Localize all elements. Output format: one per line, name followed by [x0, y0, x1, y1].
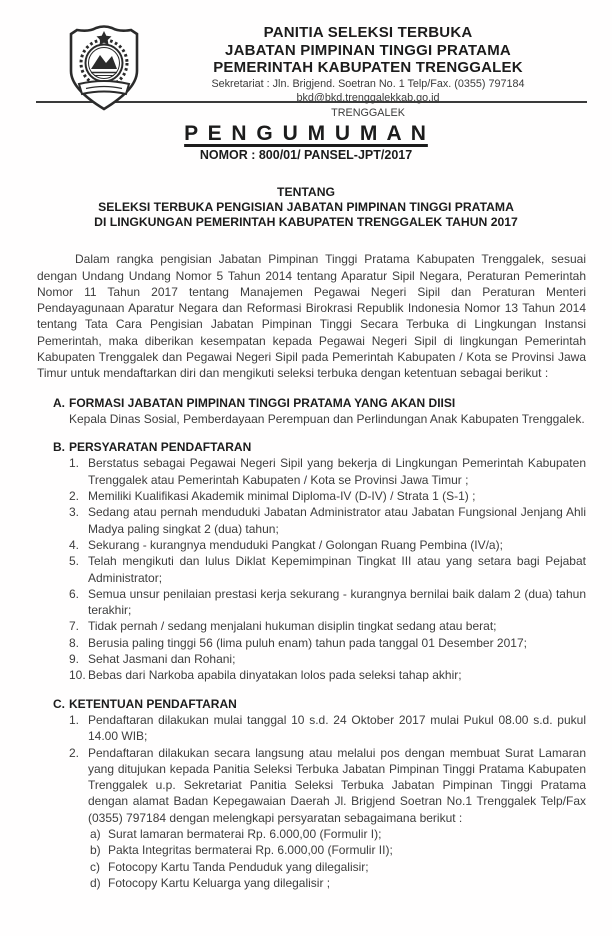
section-c-marker: C. [53, 696, 65, 711]
list-item-text: Pendaftaran dilakukan secara langsung atau melalui pos dengan membuat Surat Lamaran yang ditujukan kepada Panitia Seleksi Terbuka Jabatan Pimpinan Tinggi Pratama Kabupaten Trenggalek u.p. Sekretariat Panitia Seleksi Terbuka Jabatan Pimpinan Tinggi Pratama dengan alamat Badan Kepegawaian Daerah Jl. Brigjend Soetran No.1 Trenggalek Telp/Fax (0355) 797184 dengan melengkapi persyaratan sebagaimana berikut : [88, 745, 586, 825]
section-a [53, 395, 586, 428]
list-item [69, 618, 586, 634]
sublist-item-text: Pakta Integritas bermaterai Rp. 6.000,00 (Formulir II); [108, 843, 393, 858]
sublist-item-text: Fotocopy Kartu Tanda Penduduk yang dilegalisir; [108, 859, 369, 874]
sublist-item-letter: a) [90, 827, 101, 841]
list-item [69, 712, 586, 745]
list-item-text: Pendaftaran dilakukan mulai tanggal 10 s.d. 24 Oktober 2017 mulai Pukul 08.00 s.d. pukul 14.00 WIB; [88, 712, 586, 744]
list-item [69, 745, 586, 892]
section-b-list [69, 455, 586, 683]
subject-line2: DI LINGKUNGAN PEMERINTAH KABUPATEN TRENGGALEK TAHUN 2017 [94, 215, 518, 229]
sublist-item [90, 875, 586, 891]
list-item-text: Semua unsur penilaian prestasi kerja sekurang - kurangnya bernilai baik dalam 2 (dua) tahun terakhir; [88, 586, 586, 618]
sublist-item-text: Fotocopy Kartu Keluarga yang dilegalisir ; [108, 875, 331, 890]
list-item-text: Sekurang - kurangnya menduduki Pangkat / Golongan Ruang Pembina (IV/a); [88, 537, 503, 552]
sublist-item-letter: b) [90, 843, 101, 858]
list-item-text: Sedang atau pernah menduduki Jabatan Administrator atau Jabatan Fungsional Jenjang Ahli Madya paling singkat 2 (dua) tahun; [88, 505, 586, 536]
section-b [53, 439, 586, 683]
org-name-line3: PEMERINTAH KABUPATEN TRENGGALEK [213, 59, 523, 76]
list-item-number: 1. [69, 712, 80, 727]
list-item [69, 537, 586, 553]
list-item-number: 8. [69, 635, 80, 650]
list-item-text: Berstatus sebagai Pegawai Negeri Sipil yang bekerja di Lingkungan Pemerintah Kabupaten Trenggalek atau Pemerintah Kabupaten / Kota se Provinsi Jawa Timur ; [88, 456, 586, 487]
list-item [69, 667, 586, 683]
subject-label: TENTANG [277, 184, 335, 199]
list-item-text: Telah mengikuti dan lulus Diklat Kepemimpinan Tingkat III atau yang setara bagi Pejabat Administrator; [88, 554, 586, 585]
secretariat-address: Sekretariat : Jln. Brigjend. Soetran No. 1 Telp/Fax. (0355) 797184 [211, 77, 525, 90]
requirements-sublist [90, 826, 586, 891]
list-item-text: Berusia paling tinggi 56 (lima puluh enam) tahun pada tanggal 01 Desember 2017; [88, 635, 527, 650]
list-item-number: 6. [69, 586, 80, 601]
list-item [69, 504, 586, 537]
trenggalek-coat-of-arms-icon [61, 23, 147, 113]
sublist-item [90, 826, 586, 842]
list-item-number: 5. [69, 554, 80, 569]
list-item-number: 10. [69, 668, 86, 683]
list-item-number: 7. [69, 619, 80, 634]
list-item-text: Bebas dari Narkoba apabila dinyatakan lolos pada seleksi tahap akhir; [88, 668, 462, 683]
list-item-number: 9. [69, 652, 80, 667]
sublist-item-text: Surat lamaran bermaterai Rp. 6.000,00 (Formulir I); [108, 827, 382, 841]
section-c-list [69, 712, 586, 891]
document-number: NOMOR : 800/01/ PANSEL-JPT/2017 [199, 148, 413, 163]
letterhead-text [150, 24, 586, 120]
list-item-text: Tidak pernah / sedang menjalani hukuman disiplin tingkat sedang atau berat; [88, 619, 497, 634]
subject-block [0, 185, 612, 231]
list-item [69, 651, 586, 667]
list-item-text: Memiliki Kualifikasi Akademik minimal Diploma-IV (D-IV) / Strata 1 (S-1) ; [88, 489, 476, 504]
city-name: TRENGGALEK [331, 106, 405, 119]
list-item [69, 635, 586, 651]
letterhead [0, 0, 612, 119]
list-item [69, 455, 586, 488]
section-b-marker: B. [53, 440, 65, 455]
list-item [69, 553, 586, 586]
list-item [69, 488, 586, 504]
section-a-marker: A. [53, 395, 65, 410]
list-item-text: Sehat Jasmani dan Rohani; [88, 652, 236, 667]
list-item-number: 1. [69, 456, 80, 471]
section-b-heading: PERSYARATAN PENDAFTARAN [69, 440, 252, 455]
document-title: P E N G U M U M A N [184, 122, 428, 145]
list-item [69, 586, 586, 619]
subject-line1: SELEKSI TERBUKA PENGISIAN JABATAN PIMPINAN TINGGI PRATAMA [98, 199, 514, 214]
section-a-heading: FORMASI JABATAN PIMPINAN TINGGI PRATAMA YANG AKAN DIISI [69, 395, 456, 410]
section-c [53, 696, 586, 892]
sublist-item [90, 859, 586, 875]
email-address: bkd@bkd.trenggalekkab.go.id [296, 92, 440, 104]
intro-paragraph: Dalam rangka pengisian Jabatan Pimpinan Tinggi Pratama Kabupaten Trenggalek, sesuai dengan Undang Undang Nomor 5 Tahun 2014 tentang Aparatur Sipil Negara, Peraturan Pemerintah Nomor 11 Tahun 2017 tentang Manajemen Pegawai Negeri Sipil dan Peraturan Menteri Pendayagunaan Aparatur Negara dan Reformasi Birokrasi Republik Indonesia Nomor 13 Tahun 2014 tentang Tata Cara Pengisian Jabatan Pimpinan Tinggi Secara Terbuka di Lingkungan Instansi Pemerintah, maka diberikan kesempatan kepada Pegawai Negeri Sipil di lingkungan Pemerintah Kabupaten Trenggalek dan Pegawai Negeri Sipil pada Pemerintah Kabupaten / Kota se Provinsi Jawa Timur untuk mendaftarkan diri dan mengikuti seleksi terbuka dengan ketentuan sebagai berikut : [37, 252, 586, 381]
sublist-item [90, 842, 586, 858]
list-item-number: 3. [69, 505, 80, 520]
document-body [37, 251, 586, 891]
sublist-item-letter: d) [90, 875, 101, 890]
list-item-number: 4. [69, 537, 80, 552]
list-item-number: 2. [69, 745, 80, 760]
sublist-item-letter: c) [90, 859, 100, 874]
section-c-heading: KETENTUAN PENDAFTARAN [69, 696, 237, 711]
org-name-line2: JABATAN PIMPINAN TINGGI PRATAMA [225, 41, 511, 59]
section-a-body: Kepala Dinas Sosial, Pemberdayaan Perempuan dan Perlindungan Anak Kabupaten Trenggalek. [69, 411, 585, 426]
list-item-number: 2. [69, 489, 80, 504]
org-name-line1: PANITIA SELEKSI TERBUKA [263, 24, 473, 41]
title-block [0, 122, 612, 164]
